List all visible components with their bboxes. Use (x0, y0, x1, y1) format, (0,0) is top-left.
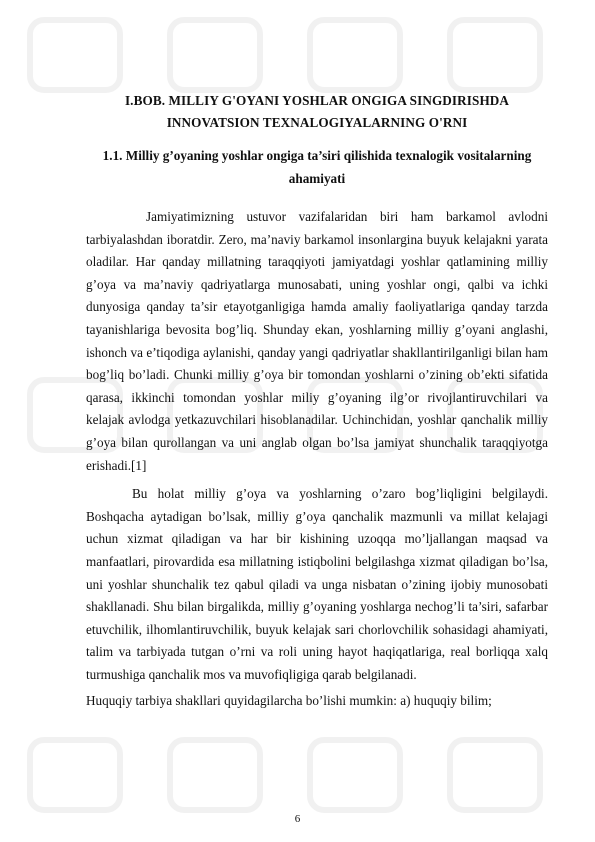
body-paragraph-2: Bu holat milliy g’oya va yoshlarning o’zaro bog’liqligini belgilaydi. Boshqacha aytadigan bo’lsak, milliy g’oya qanchalik mazmunli va millat kelajagi uchun xizmat qiladigan va har bir kishining uzoqqa mo’ljallangan maqsad va manfaatlari, pirovardida esa millatning istiqbolini belgilashga xizmat qiladigan bo’lsa, uni yoshlar shunchalik tez qabul qiladi va unga nisbatan o’zining ijobiy munosobati shakllanadi. Shu bilan birgalikda, milliy g’oyaning yoshlarga nechog’li ta’siri, safarbar etuvchilik, ilhomlantiruvchilik, buyuk kelajak sari chorlovchilik sohasidagi ahamiyati, talim va tarbiyada tutgan o’rni va roli uning hayot haqiqatlariga, real borliqqa xalq turmushiga qanchalik mos va muvofiqligiga qarab belgilanadi. (86, 486, 548, 682)
page-number: 6 (294, 813, 301, 825)
chapter-title: I.BOB. MILLIY G'OYANI YOSHLAR ONGIGA SINGDIRISHDA INNOVATSION TEXNALOGIYALARNING O'RNI (124, 93, 510, 130)
body-paragraph-3: Huquqiy tarbiya shakllari quyidagilarcha bo’lishi mumkin: a) huquqiy bilim; (86, 693, 492, 709)
document-page (86, 90, 548, 713)
body-paragraph-1: Jamiyatimizning ustuvor vazifalaridan biri ham barkamol avlodni tarbiyalashdan iboratdir. Zero, ma’naviy barkamol insonlargina buyuk kelajakni yarata oladilar. Har qanday millatning taraqqiyoti jamiyatdagi yoshlar qatlamining milliy g’oya va ma’naviy qadriyatlarga munosabati, uning yoshlar ongi, qalbi va ichki dunyosiga qanday ta’sir etayotganligiga hamda amaliy faoliyatlariga qanday tarzda tayanishlariga bevosita bog’liq. Shunday ekan, yoshlarning milliy g’oyani anglashi, ishonch va e’tiqodiga aylanishi, qanday yangi qadriyatlar shakllantirilganligi bilan ham bog’liq bo’ladi. Chunki milliy g’oya bir tomondan yoshlarni o’zining ob’ekti sifatida qarasa, ikkinchi tomondan yoshlar miliy g’oyaning ilg’or rivojlantiruvchilari va kelajak avlodga yetkazuvchilari hisoblanadilar. Uchinchidan, yoshlar qanchalik milliy g’oya bilan qurollangan va uni anglab olgan bo’lsa jamiyat shunchalik taraqqiyotga erishadi.[1] (86, 209, 548, 473)
section-title: 1.1. Milliy g’oyaning yoshlar ongiga ta’siri qilishida texnalogik vositalarning ahamiyati (102, 148, 532, 186)
